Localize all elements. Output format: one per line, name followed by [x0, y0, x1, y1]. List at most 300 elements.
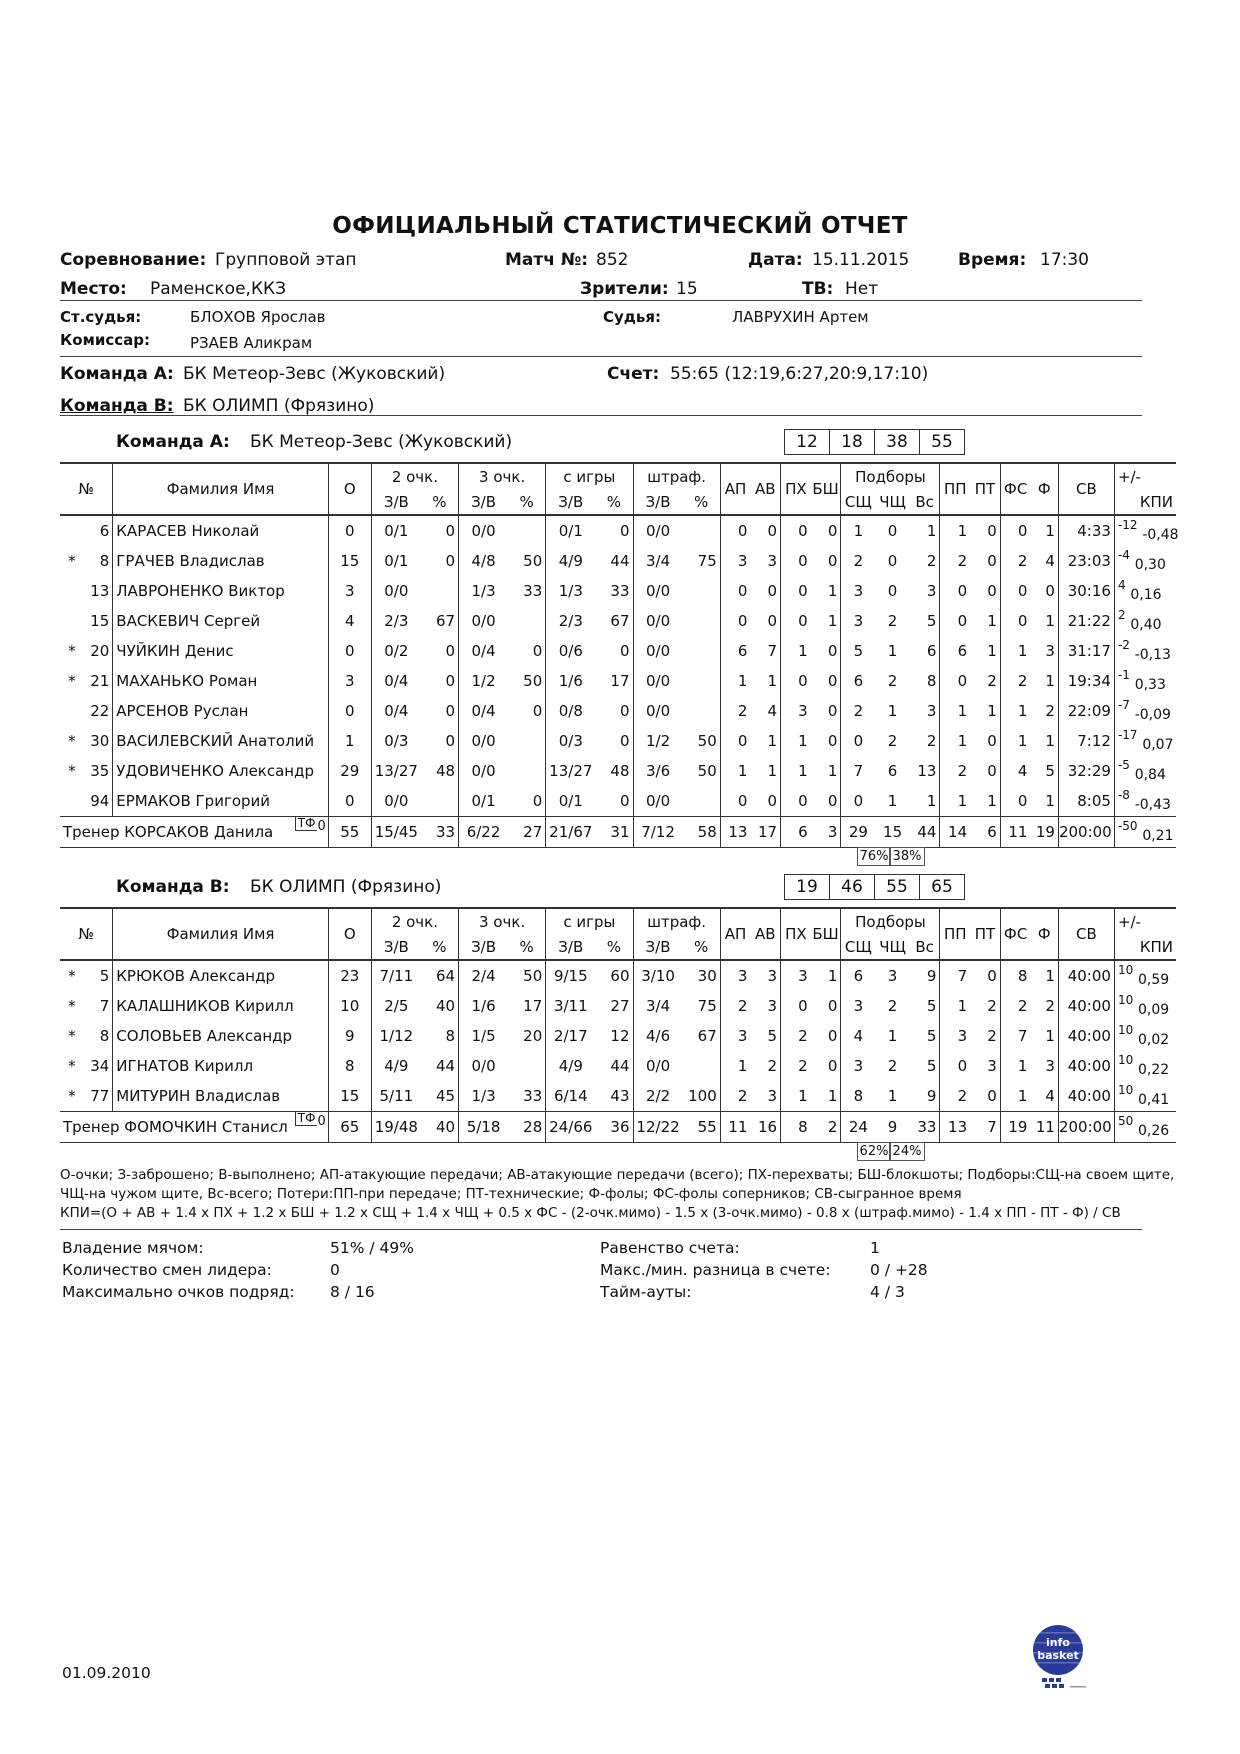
stat-ava: 4: [767, 702, 778, 720]
stat-f: 1: [1045, 522, 1055, 540]
player-row: [60, 960, 1176, 991]
player-name: КАЛАШНИКОВ Кирилл: [113, 991, 328, 1021]
stat-treb: 8: [926, 672, 937, 690]
stat-min: 40:00: [1058, 1051, 1114, 1081]
stat-pts: 29: [328, 756, 371, 786]
total-ava: 16: [750, 1112, 780, 1143]
col-header-pp: ПП: [940, 908, 970, 960]
col-header-min: СВ: [1058, 908, 1114, 960]
stat-fs: 1: [1000, 726, 1030, 756]
stat-m3: 1/6: [459, 991, 509, 1021]
stat-oreb: 0: [887, 552, 898, 570]
stat-oreb: 1: [887, 1027, 898, 1045]
stat-pt: 2: [987, 672, 997, 690]
player-number: 35: [90, 762, 110, 780]
stat-mfg: 4/9: [546, 546, 596, 576]
col-header-dreb: СЩ: [841, 489, 875, 515]
stat-mfg: 1/3: [546, 576, 596, 606]
stat-stl: 0: [781, 606, 811, 636]
total-p2: 33: [421, 817, 459, 848]
stat-ava: 3: [767, 967, 778, 985]
stat-kpi: -0,09: [1134, 707, 1171, 723]
col-header-2pt: 2 очк.: [371, 463, 458, 489]
teams-divider: [60, 415, 1142, 416]
stat-pfg: 0: [619, 732, 630, 750]
stat-mft: 0/0: [633, 636, 683, 666]
col-header-fs: ФС: [1000, 908, 1030, 960]
total-mft: 12/22: [633, 1112, 683, 1143]
stat-plusminus: 10: [1117, 1083, 1134, 1097]
stat-stl: 0: [781, 576, 811, 606]
team-a-quarter-score: 12: [784, 429, 830, 455]
stat-m2: 7/11: [371, 960, 421, 991]
stat-pt: 0: [987, 1087, 997, 1105]
team-a-quarter-score: 55: [919, 429, 965, 455]
stat-mfg: 4/9: [546, 1051, 596, 1081]
total-f: 11: [1030, 1112, 1058, 1143]
stat-fs: 4: [1000, 756, 1030, 786]
stat-m3: 0/4: [459, 636, 509, 666]
score-label: Счет:: [607, 364, 660, 384]
spectators-label: Зрители:: [580, 279, 669, 299]
stat-mfg: 1/6: [546, 666, 596, 696]
stat-mfg: 0/3: [546, 726, 596, 756]
stat-f: 1: [1045, 732, 1055, 750]
stat-m3: 4/8: [459, 546, 509, 576]
stat-mfg: 9/15: [546, 960, 596, 991]
stat-p3: 33: [523, 1087, 543, 1105]
stat-blk: 0: [827, 702, 838, 720]
stat-p2: 40: [435, 997, 456, 1015]
col-header-points: О: [328, 463, 371, 515]
team-a-quarter-score: 38: [874, 429, 920, 455]
player-name: КАРАСЕВ Николай: [113, 515, 328, 546]
starter-mark: *: [68, 552, 76, 570]
stat-fs: 2: [1000, 991, 1030, 1021]
stat-m3: 0/0: [459, 515, 509, 546]
stat-dreb: 3: [841, 576, 875, 606]
infobasket-logo-mark: [1028, 1620, 1090, 1692]
starter-mark: *: [68, 762, 76, 780]
stat-blk: 0: [827, 792, 838, 810]
team-a-oreb-pct: 38%: [889, 847, 925, 866]
player-number: 15: [90, 612, 110, 630]
player-number: 8: [99, 1027, 110, 1045]
stat-plusminus: -5: [1117, 758, 1130, 772]
stat-fs: 7: [1000, 1021, 1030, 1051]
margin-label: Макс./мин. разница в счете:: [600, 1261, 831, 1279]
stat-fs: 0: [1000, 576, 1030, 606]
stat-min: 4:33: [1058, 515, 1114, 546]
lead-changes-label: Количество смен лидера:: [62, 1261, 272, 1279]
player-row: [60, 576, 1176, 606]
stat-p2: [421, 576, 459, 606]
starter-mark: *: [68, 1027, 76, 1045]
logo-text-line: basket: [1037, 1649, 1079, 1662]
stat-p3: 50: [523, 672, 543, 690]
date-label: Дата:: [748, 250, 803, 270]
stat-pfg: 27: [610, 997, 630, 1015]
stat-mfg: 0/6: [546, 636, 596, 666]
stat-pft: 75: [697, 997, 717, 1015]
team-a-dreb-pct: 76%: [857, 847, 891, 866]
stat-plusminus: -2: [1117, 638, 1130, 652]
stat-pp: 1: [940, 726, 970, 756]
stat-ast: 2: [720, 991, 750, 1021]
team-a-section-name: БК Метеор-Зевс (Жуковский): [250, 432, 513, 452]
stat-pp: 2: [940, 1081, 970, 1112]
stat-stl: 1: [781, 726, 811, 756]
total-fs: 11: [1000, 817, 1030, 848]
stat-dreb: 2: [841, 546, 875, 576]
stat-oreb: 2: [887, 1057, 898, 1075]
player-row: [60, 515, 1176, 546]
stat-f: 5: [1045, 762, 1055, 780]
stat-mfg: 2/17: [546, 1021, 596, 1051]
legend-line: КПИ=(О + АВ + 1.4 x ПХ + 1.2 x БШ + 1.2 x СЩ + 1.4 x ЧЩ + 0.5 x ФС - (2-очк.мимо) - 1.5 x (3-очк.мимо) - 0.8 x (штраф.мимо) - 1.4 x ПП - ПТ - Ф) / СВ: [60, 1205, 1121, 1221]
stat-min: 7:12: [1058, 726, 1114, 756]
player-row: [60, 1051, 1176, 1081]
stat-oreb: 2: [887, 672, 898, 690]
stat-pp: 6: [940, 636, 970, 666]
stat-p3: [508, 1051, 546, 1081]
stat-pfg: 0: [619, 792, 630, 810]
stat-oreb: 0: [887, 522, 898, 540]
legend-line: О-очки; З-заброшено; В-выполнено; АП-атакующие передачи; АВ-атакующие передачи (всего); ПХ-перехваты; БШ-блокшоты; Подборы:СЩ-на своем щите,: [60, 1167, 1175, 1183]
total-blk: 3: [811, 817, 841, 848]
stat-min: 21:22: [1058, 606, 1114, 636]
stat-treb: 1: [926, 792, 937, 810]
stat-min: 19:34: [1058, 666, 1114, 696]
col-header-plusminus: +/-: [1114, 908, 1176, 934]
stat-treb: 3: [926, 582, 937, 600]
stat-fs: 2: [1000, 666, 1030, 696]
header-divider: [60, 300, 1142, 301]
score-value: 55:65 (12:19,6:27,20:9,17:10): [670, 364, 929, 384]
stat-min: 40:00: [1058, 1081, 1114, 1112]
total-pfg: 31: [595, 817, 633, 848]
stat-m3: 0/1: [459, 786, 509, 817]
tv-value: Нет: [845, 279, 879, 299]
stat-oreb: 0: [887, 582, 898, 600]
stat-kpi: 0,41: [1138, 1092, 1170, 1108]
col-header-made-att: З/В: [371, 489, 421, 515]
stat-dreb: 8: [841, 1081, 875, 1112]
stat-ast: 0: [720, 606, 750, 636]
stat-m2: 5/11: [371, 1081, 421, 1112]
stat-min: 23:03: [1058, 546, 1114, 576]
stat-pft: 50: [697, 732, 717, 750]
stat-m2: 0/2: [371, 636, 421, 666]
col-header-pp: ПП: [940, 463, 970, 515]
player-name: МИТУРИН Владислав: [113, 1081, 328, 1112]
stat-p2: 0: [445, 552, 456, 570]
total-pts: 55: [328, 817, 371, 848]
tech-fouls-value: 0: [317, 819, 326, 834]
col-header-plusminus: +/-: [1114, 463, 1176, 489]
stat-ast: 1: [720, 1051, 750, 1081]
stat-ava: 0: [767, 612, 778, 630]
chief-ref-value: БЛОХОВ Ярослав: [190, 308, 326, 326]
stat-ast: 2: [720, 1081, 750, 1112]
stat-stl: 0: [781, 546, 811, 576]
stat-treb: 1: [926, 522, 937, 540]
logo-text-line: info: [1046, 1636, 1070, 1649]
ref-value: ЛАВРУХИН Артем: [732, 308, 869, 326]
stat-kpi: 0,07: [1142, 737, 1174, 753]
col-header-pct: %: [421, 489, 459, 515]
stat-p3: 0: [532, 642, 543, 660]
commissioner-label: Комиссар:: [60, 331, 150, 349]
officials-divider: [60, 356, 1142, 357]
col-header-fs: ФС: [1000, 463, 1030, 515]
total-pfg: 36: [595, 1112, 633, 1143]
lead-changes-value: 0: [330, 1261, 340, 1279]
stat-min: 8:05: [1058, 786, 1114, 817]
total-stl: 8: [781, 1112, 811, 1143]
stat-blk: 1: [827, 582, 838, 600]
report-title: ОФИЦИАЛЬНЫЙ СТАТИСТИЧЕСКИЙ ОТЧЕТ: [332, 213, 908, 239]
team-a-stats-table: [60, 462, 1179, 848]
team-b-dreb-pct: 62%: [857, 1142, 891, 1161]
player-row: [60, 1081, 1176, 1112]
stat-p3: 50: [523, 552, 543, 570]
col-header-ava: АВ: [750, 908, 780, 960]
stat-dreb: 3: [841, 1051, 875, 1081]
team-b-quarter-score: 46: [829, 874, 875, 900]
stat-pt: 1: [987, 642, 997, 660]
col-header-rebounds: Подборы: [841, 463, 940, 489]
stat-pp: 0: [940, 606, 970, 636]
stat-p2: 0: [445, 732, 456, 750]
stat-mfg: 6/14: [546, 1081, 596, 1112]
stat-pp: 3: [940, 1021, 970, 1051]
stat-treb: 13: [917, 762, 937, 780]
stat-pp: 2: [940, 756, 970, 786]
stat-blk: 0: [827, 522, 838, 540]
stat-dreb: 5: [841, 636, 875, 666]
player-name: ГРАЧЕВ Владислав: [113, 546, 328, 576]
stat-plusminus: 10: [1117, 1023, 1134, 1037]
competition-value: Групповой этап: [215, 250, 357, 270]
stat-pfg: 43: [610, 1087, 630, 1105]
stat-plusminus: -8: [1117, 788, 1130, 802]
stat-pt: 3: [987, 1057, 997, 1075]
stat-pft: [683, 786, 721, 817]
stat-pp: 0: [940, 1051, 970, 1081]
total-m2: 19/48: [371, 1112, 421, 1143]
spectators-value: 15: [676, 279, 698, 299]
stat-kpi: 0,40: [1130, 617, 1162, 633]
total-m2: 15/45: [371, 817, 421, 848]
stat-m3: 1/5: [459, 1021, 509, 1051]
stat-min: 31:17: [1058, 636, 1114, 666]
stat-ast: 3: [720, 960, 750, 991]
col-header-ft: штраф.: [633, 463, 720, 489]
col-header-3pt: 3 очк.: [459, 908, 546, 934]
team-totals-row: [60, 817, 1176, 848]
col-header-pt: ПТ: [970, 908, 1000, 960]
player-name: МАХАНЬКО Роман: [113, 666, 328, 696]
stat-plusminus: 2: [1117, 608, 1126, 622]
match-value: 852: [596, 250, 629, 270]
stat-ava: 0: [767, 582, 778, 600]
stat-f: 4: [1045, 552, 1055, 570]
stat-plusminus: 4: [1117, 578, 1126, 592]
stat-m2: 0/3: [371, 726, 421, 756]
stat-ast: 1: [720, 756, 750, 786]
stat-f: 2: [1045, 702, 1055, 720]
stat-p3: [508, 756, 546, 786]
stat-p2: 0: [445, 642, 456, 660]
stat-m2: 0/4: [371, 696, 421, 726]
player-name: ЕРМАКОВ Григорий: [113, 786, 328, 817]
stat-dreb: 0: [841, 786, 875, 817]
max-run-value: 8 / 16: [330, 1283, 375, 1301]
col-header-made-att: З/В: [633, 489, 683, 515]
stat-ava: 0: [767, 792, 778, 810]
stat-m2: 1/12: [371, 1021, 421, 1051]
player-name: АРСЕНОВ Руслан: [113, 696, 328, 726]
stat-blk: 0: [827, 1027, 838, 1045]
stat-ava: 5: [767, 1027, 778, 1045]
stat-f: 1: [1045, 1027, 1055, 1045]
stat-kpi: 0,59: [1138, 972, 1170, 988]
stat-oreb: 1: [887, 1087, 898, 1105]
player-row: [60, 991, 1176, 1021]
stat-p2: 8: [445, 1027, 456, 1045]
player-name: ИГНАТОВ Кирилл: [113, 1051, 328, 1081]
team-a-quarter-score: 18: [829, 429, 875, 455]
stat-pts: 8: [328, 1051, 371, 1081]
player-row: [60, 756, 1176, 786]
stat-f: 2: [1045, 997, 1055, 1015]
col-header-kpi: КПИ: [1114, 489, 1176, 515]
stat-stl: 0: [781, 666, 811, 696]
stat-fs: 2: [1000, 546, 1030, 576]
place-label: Место:: [60, 279, 127, 299]
total-mfg: 21/67: [546, 817, 596, 848]
stat-ava: 3: [767, 1087, 778, 1105]
tech-fouls-label: ТФ: [295, 1111, 318, 1126]
stat-p2: 64: [435, 967, 456, 985]
player-row: [60, 726, 1176, 756]
stat-p3: [508, 606, 546, 636]
stat-m2: 0/0: [371, 786, 421, 817]
stat-mft: 0/0: [633, 786, 683, 817]
col-header-fg: с игры: [546, 908, 633, 934]
stat-m2: 0/1: [371, 515, 421, 546]
tech-fouls-value: 0: [317, 1114, 326, 1129]
infobasket-logo: [1028, 1620, 1090, 1696]
stat-dreb: 4: [841, 1021, 875, 1051]
total-treb: 33: [910, 1112, 940, 1143]
stat-m3: 0/0: [459, 756, 509, 786]
stat-pft: [683, 666, 721, 696]
stat-ast: 6: [720, 636, 750, 666]
stat-p3: [508, 726, 546, 756]
date-value: 15.11.2015: [812, 250, 910, 270]
col-header-f: Ф: [1030, 463, 1058, 515]
coach-name: Тренер ФОМОЧКИН Станисл: [63, 1118, 288, 1136]
stat-f: 1: [1045, 792, 1055, 810]
col-header-ft: штраф.: [633, 908, 720, 934]
stat-fs: 0: [1000, 515, 1030, 546]
stat-mft: 0/0: [633, 515, 683, 546]
col-header-blk: БШ: [811, 908, 841, 960]
total-p3: 28: [508, 1112, 546, 1143]
total-min: 200:00: [1058, 817, 1114, 848]
stat-m3: 1/3: [459, 1081, 509, 1112]
stat-m2: 0/0: [371, 576, 421, 606]
team-b-quarter-score: 65: [919, 874, 965, 900]
stat-pfg: 33: [610, 582, 630, 600]
player-name: ВАСИЛЕВСКИЙ Анатолий: [113, 726, 328, 756]
stat-treb: 9: [926, 967, 937, 985]
col-header-pct: %: [595, 489, 633, 515]
stat-treb: 5: [926, 612, 937, 630]
player-row: [60, 606, 1176, 636]
starter-mark: [60, 786, 84, 817]
stat-pp: 1: [940, 696, 970, 726]
stat-p2: 48: [435, 762, 456, 780]
stat-stl: 1: [781, 636, 811, 666]
stat-fs: 1: [1000, 1051, 1030, 1081]
player-row: [60, 666, 1176, 696]
stat-treb: 9: [926, 1087, 937, 1105]
total-mft: 7/12: [633, 817, 683, 848]
starter-mark: [60, 515, 84, 546]
chief-ref-label: Ст.судья:: [60, 308, 142, 326]
stat-ava: 1: [767, 732, 778, 750]
stat-pft: 100: [688, 1087, 717, 1105]
stat-kpi: -0,43: [1134, 797, 1171, 813]
ref-label: Судья:: [603, 308, 662, 326]
stat-pt: 0: [987, 552, 997, 570]
stat-oreb: 2: [887, 997, 898, 1015]
stat-p2: 0: [445, 672, 456, 690]
stat-ast: 0: [720, 786, 750, 817]
stat-ava: 3: [767, 552, 778, 570]
stat-pts: 3: [328, 666, 371, 696]
player-name: СОЛОВЬЕВ Александр: [113, 1021, 328, 1051]
total-ast: 13: [720, 817, 750, 848]
col-header-made-att: З/В: [459, 489, 509, 515]
stat-ast: 3: [720, 546, 750, 576]
stat-pfg: 44: [610, 1057, 630, 1075]
player-number: 20: [90, 642, 110, 660]
footer-date: 01.09.2010: [62, 1664, 151, 1682]
legend-divider: [60, 1229, 1142, 1230]
player-number: 6: [99, 522, 110, 540]
team-b-stats-table: [60, 907, 1176, 1143]
stat-treb: 5: [926, 997, 937, 1015]
stat-oreb: 1: [887, 702, 898, 720]
stat-p2: 0: [445, 702, 456, 720]
total-m3: 6/22: [459, 817, 509, 848]
stat-blk: 0: [827, 1057, 838, 1075]
stat-pfg: 48: [610, 762, 630, 780]
stat-f: 1: [1045, 967, 1055, 985]
stat-m3: 0/4: [459, 696, 509, 726]
col-header-ast: АП: [720, 908, 750, 960]
stat-pfg: 0: [619, 702, 630, 720]
stat-fs: 1: [1000, 1081, 1030, 1112]
stat-ast: 3: [720, 1021, 750, 1051]
team-a-section-label: Команда А:: [116, 432, 230, 452]
stat-ast: 0: [720, 726, 750, 756]
stat-min: 30:16: [1058, 576, 1114, 606]
